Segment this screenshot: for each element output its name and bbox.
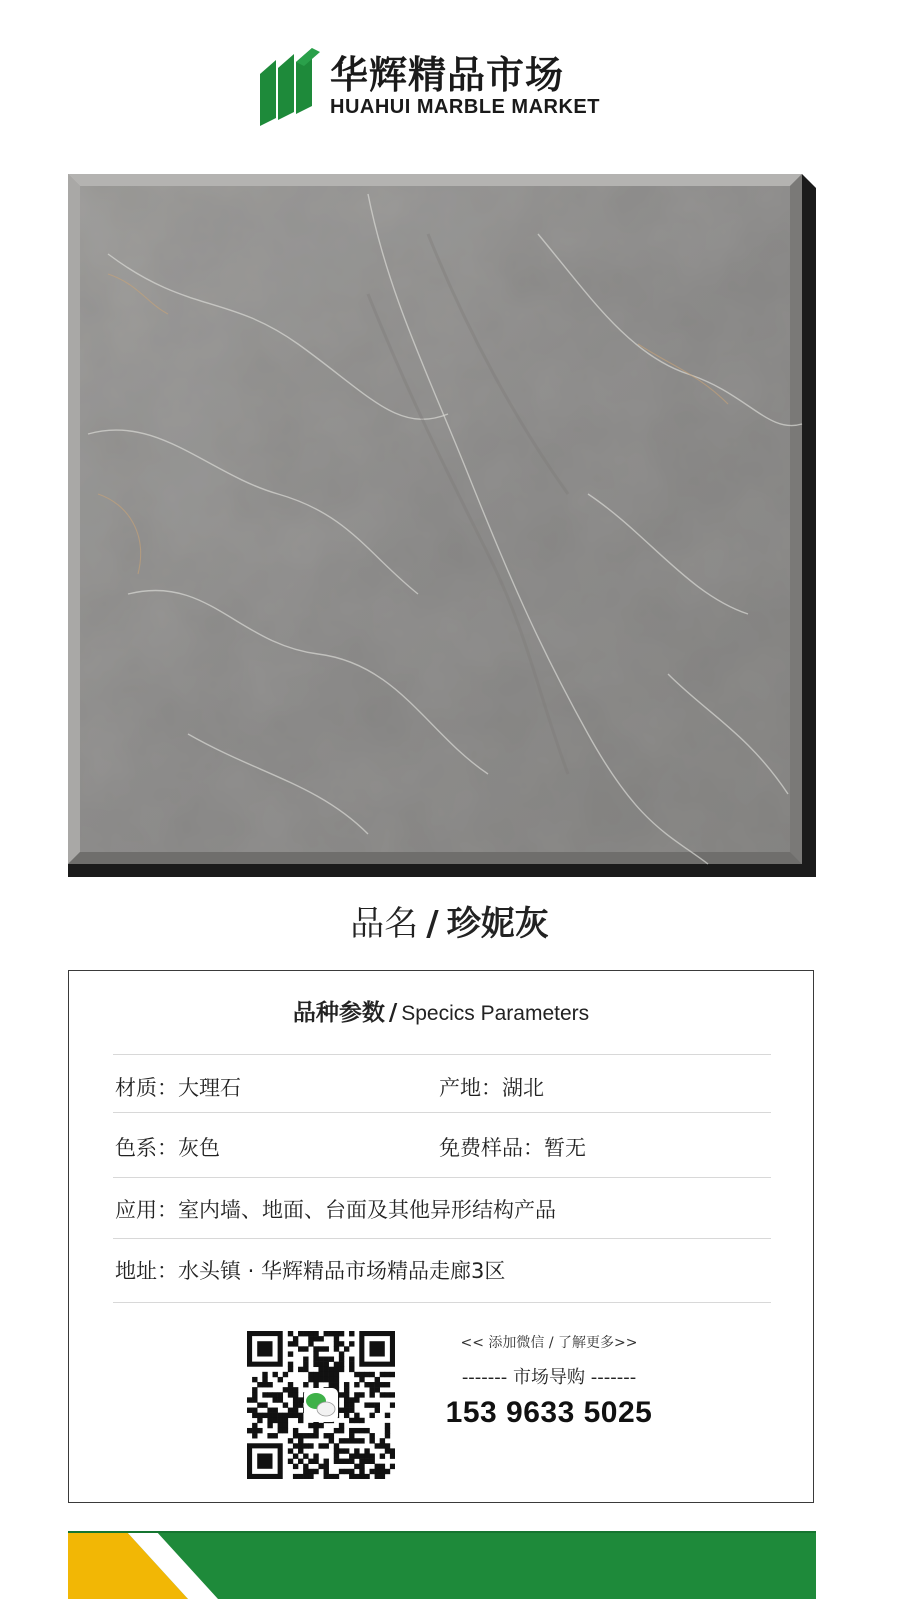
title-separator: / (426, 904, 439, 944)
parameters-panel (68, 970, 814, 1503)
market-guide-label: ------- 市场导购 ------- (461, 1367, 637, 1388)
param-application: 应用：室内墙、地面、台面及其他异形结构产品 (115, 1198, 556, 1222)
contact-info (429, 1333, 669, 1431)
param-origin: 产地：湖北 (439, 1076, 544, 1100)
header (0, 0, 899, 175)
divider (113, 1177, 771, 1178)
param-material: 材质：大理石 (115, 1076, 241, 1100)
phone-number[interactable]: 153 9633 5025 (445, 1396, 653, 1429)
brand-name-cn: 华辉精品市场 (330, 53, 565, 97)
wechat-qr-code-icon[interactable] (247, 1331, 395, 1479)
product-name-value: 珍妮灰 (446, 904, 549, 944)
huahui-logo-icon (258, 48, 320, 126)
parameters-heading-en: Specics Parameters (401, 1002, 590, 1025)
divider (113, 1238, 771, 1239)
param-row-address (115, 1256, 775, 1286)
parameters-heading-separator: / (388, 1000, 398, 1026)
parameters-heading (69, 997, 813, 1030)
param-row-color (115, 1133, 775, 1163)
param-address: 地址：水头镇 · 华辉精品市场精品走廊3区 (115, 1259, 506, 1283)
product-name-label: 品名 (350, 904, 419, 944)
divider (113, 1112, 771, 1113)
param-row-material (115, 1073, 775, 1103)
product-title (0, 902, 899, 946)
wechat-hint: << 添加微信 / 了解更多>> (460, 1335, 638, 1351)
wechat-icon (304, 1388, 338, 1422)
divider (113, 1302, 771, 1303)
footer-banner (68, 1531, 816, 1599)
param-color: 色系：灰色 (115, 1136, 220, 1160)
brand-logo[interactable] (258, 48, 638, 126)
brand-name-en: HUAHUI MARBLE MARKET (330, 96, 600, 118)
param-row-application (115, 1195, 775, 1225)
divider (113, 1054, 771, 1055)
parameters-heading-cn: 品种参数 (292, 1000, 385, 1026)
param-sample: 免费样品：暂无 (439, 1136, 586, 1160)
marble-slab-image (68, 174, 816, 877)
